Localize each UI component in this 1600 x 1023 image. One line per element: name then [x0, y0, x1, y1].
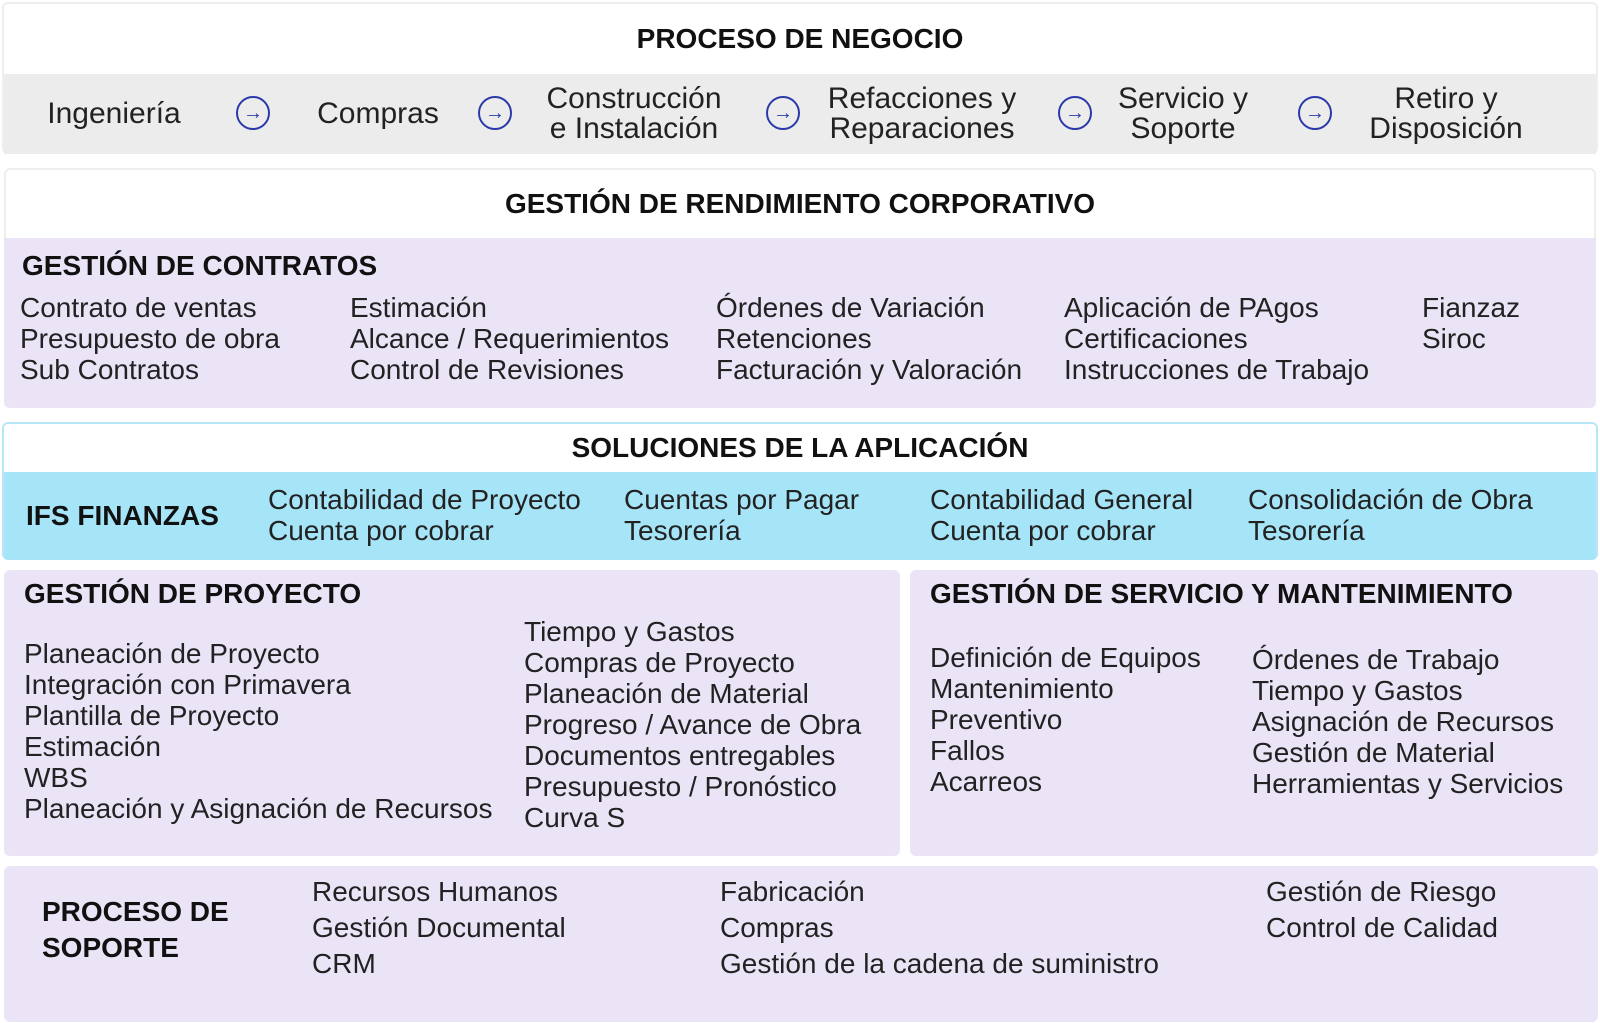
list-item: Aplicación de PAgos [1064, 292, 1319, 323]
list-item: Gestión de Riesgo [1266, 876, 1497, 907]
list-item: Estimación [350, 292, 487, 323]
list-item: WBS [24, 762, 88, 793]
finance-column-2 [624, 484, 859, 546]
service-column-2 [1252, 644, 1563, 799]
list-item: Tiempo y Gastos [524, 616, 735, 647]
list-item: Planeación y Asignación de Recursos [24, 793, 493, 824]
contracts-column-5 [1422, 292, 1520, 354]
list-item: Fallos [930, 735, 1005, 766]
service-column-1 [930, 642, 1201, 797]
list-item: Plantilla de Proyecto [24, 700, 280, 731]
list-item: Definición de Equipos [930, 642, 1201, 673]
project-management-title: GESTIÓN DE PROYECTO [24, 578, 362, 609]
arrow-right-icon: → [1298, 96, 1332, 130]
service-maintenance-section [910, 570, 1598, 856]
list-item: Planeación de Proyecto [24, 638, 320, 669]
step-construccion: Construcción e Instalación [546, 82, 722, 145]
contracts-title: GESTIÓN DE CONTRATOS [22, 250, 378, 281]
list-item: Planeación de Material [524, 678, 809, 709]
list-item: Tiempo y Gastos [1252, 675, 1463, 706]
ifs-finance-label: IFS FINANZAS [26, 500, 219, 531]
list-item: Sub Contratos [20, 354, 199, 385]
support-column-2 [720, 874, 1159, 982]
list-item: Recursos Humanos [312, 876, 558, 907]
corporate-performance-title: GESTIÓN DE RENDIMIENTO CORPORATIVO [504, 188, 1096, 219]
support-process-section [4, 866, 1598, 1022]
support-process-title: PROCESO DE SOPORTE [42, 896, 229, 963]
finance-column-4 [1248, 484, 1533, 546]
list-item: Retenciones [716, 323, 872, 354]
list-item: Mantenimiento [930, 673, 1114, 704]
list-item: Órdenes de Trabajo [1252, 644, 1500, 675]
list-item: Cuenta por cobrar [268, 515, 494, 546]
contracts-section [4, 238, 1596, 408]
contracts-column-2 [350, 292, 669, 385]
list-item: Integración con Primavera [24, 669, 351, 700]
list-item: Tesorería [1248, 515, 1365, 546]
support-column-3 [1266, 874, 1498, 946]
list-item: Cuentas por Pagar [624, 484, 860, 515]
list-item: Control de Revisiones [350, 354, 624, 385]
list-item: Fabricación [720, 876, 865, 907]
list-item: Facturación y Valoración [716, 354, 1023, 385]
contracts-column-1 [20, 292, 280, 385]
list-item: Gestión de Material [1252, 737, 1495, 768]
list-item: Compras [720, 912, 834, 943]
process-steps-band [4, 74, 1596, 154]
list-item: Órdenes de Variación [716, 292, 985, 323]
list-item: Certificaciones [1064, 323, 1248, 354]
list-item: CRM [312, 948, 376, 979]
contracts-column-4 [1064, 292, 1369, 385]
support-column-1 [312, 874, 566, 982]
contracts-column-3 [716, 292, 1022, 385]
arrow-right-icon: → [236, 96, 270, 130]
application-solutions-section [2, 422, 1598, 560]
list-item: Acarreos [930, 766, 1043, 797]
list-item: Contrato de ventas [20, 292, 257, 323]
list-item: Siroc [1422, 323, 1486, 354]
finance-column-1 [268, 484, 581, 546]
application-solutions-title: SOLUCIONES DE LA APLICACIÓN [571, 432, 1029, 463]
list-item: Curva S [524, 802, 626, 833]
business-process-title: PROCESO DE NEGOCIO [636, 23, 964, 54]
list-item: Herramientas y Servicios [1252, 768, 1564, 799]
list-item: Compras de Proyecto [524, 647, 795, 678]
list-item: Alcance / Requerimientos [350, 323, 670, 354]
arrow-right-icon: → [1058, 96, 1092, 130]
step-retiro: Retiro y Disposición [1369, 82, 1523, 145]
finance-band [4, 472, 1596, 560]
list-item: Consolidación de Obra [1248, 484, 1533, 515]
project-column-2 [524, 616, 861, 833]
step-compras: Compras [317, 97, 439, 130]
list-item: Progreso / Avance de Obra [524, 709, 862, 740]
list-item: Tesorería [624, 515, 741, 546]
list-item: Contabilidad General [930, 484, 1194, 515]
list-item: Gestión de la cadena de suministro [720, 948, 1159, 979]
arrow-right-icon: → [766, 96, 800, 130]
list-item: Control de Calidad [1266, 912, 1498, 943]
service-maintenance-title: GESTIÓN DE SERVICIO Y MANTENIMIENTO [930, 578, 1513, 609]
list-item: Estimación [24, 731, 161, 762]
list-item: Contabilidad de Proyecto [268, 484, 581, 515]
arrow-right-icon: → [478, 96, 512, 130]
list-item: Documentos entregables [524, 740, 836, 771]
business-process-section [2, 2, 1598, 154]
list-item: Presupuesto / Pronóstico [524, 771, 837, 802]
step-servicio: Servicio y Soporte [1117, 82, 1249, 145]
project-management-section [4, 570, 900, 856]
list-item: Asignación de Recursos [1252, 706, 1554, 737]
finance-column-3 [930, 484, 1193, 546]
list-item: Gestión Documental [312, 912, 566, 943]
step-ingenieria: Ingeniería [47, 97, 181, 130]
corporate-performance-header [4, 168, 1596, 238]
project-column-1 [24, 638, 493, 824]
list-item: Presupuesto de obra [20, 323, 280, 354]
list-item: Instrucciones de Trabajo [1064, 354, 1370, 385]
list-item: Preventivo [930, 704, 1063, 735]
list-item: Fianzaz [1422, 292, 1521, 323]
list-item: Cuenta por cobrar [930, 515, 1156, 546]
step-refacciones: Refacciones y Reparaciones [827, 82, 1017, 145]
